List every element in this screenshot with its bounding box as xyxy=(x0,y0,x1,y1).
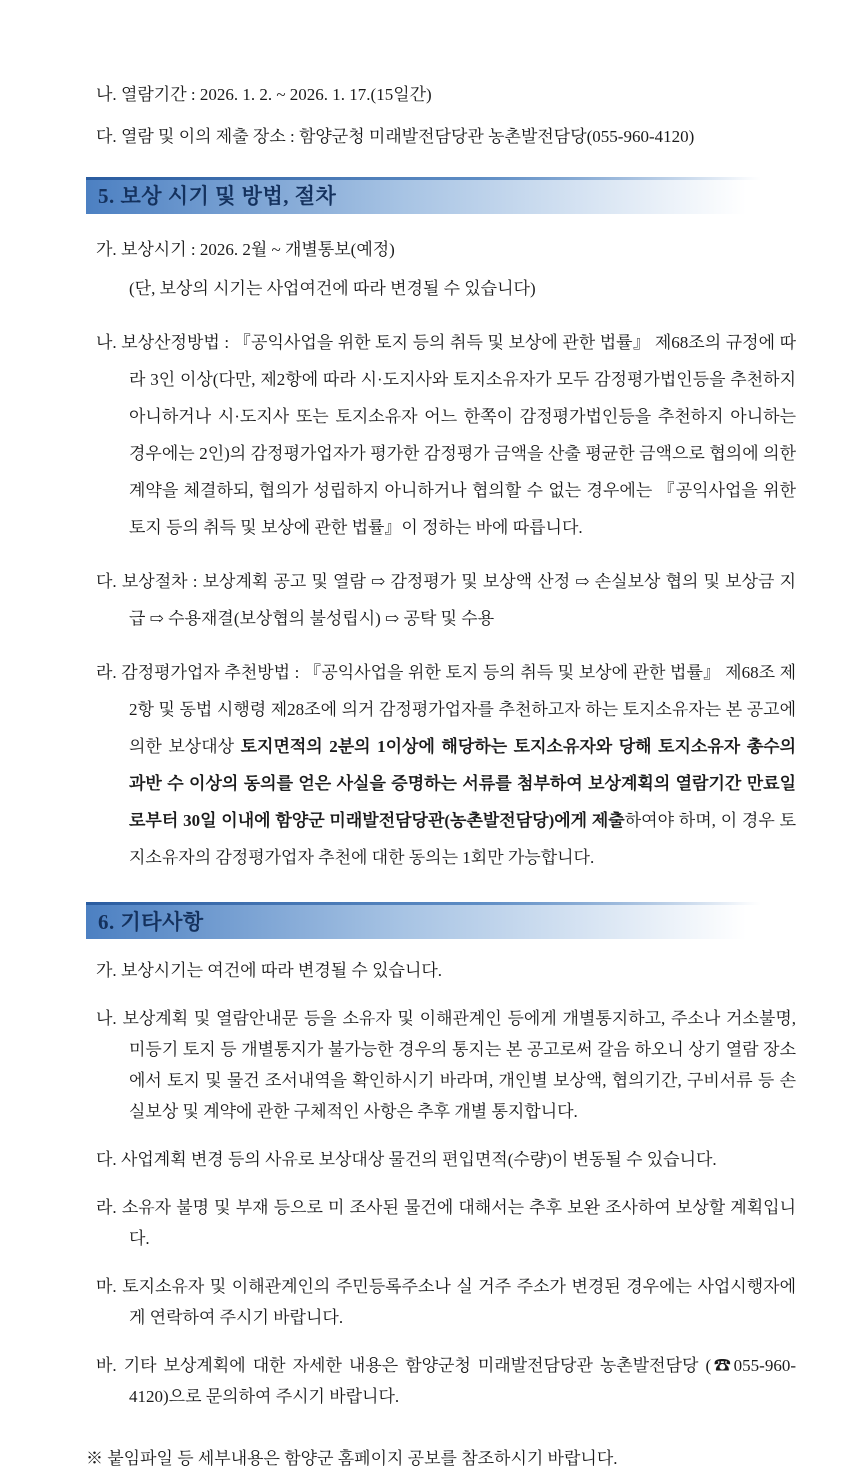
section5-item-procedure xyxy=(96,563,796,637)
section5-item-appraiser-recommendation xyxy=(96,654,796,876)
section6-item-unsurveyed xyxy=(96,1193,796,1255)
item-text: 토지소유자 및 이해관계인의 주민등록주소나 실 거주 주소가 변경된 경우에는 사업시행자에게 연락하여 주시기 바랍니다. xyxy=(122,1276,796,1327)
item-label: 나. xyxy=(96,1009,117,1029)
item-text: 보상시기는 여건에 따라 변경될 수 있습니다. xyxy=(120,961,443,981)
item-text: 보상계획 및 열람안내문 등을 소유자 및 이해관계인 등에게 개별통지하고, 주소나 거소불명, 미등기 토지 등 개별통지가 불가능한 경우의 통지는 본 공고로써 갈음 하오니 상기 열람 장소에서 토지 및 물건 조서내역을 확인하시기 바라며, 개인별 보상액, 협의기간, 구비서류 등 손실보상 및 계약에 관한 구체적인 사항은 추후 개별 통지합니다. xyxy=(122,1009,796,1122)
item-label: 다. xyxy=(96,127,117,147)
section6-item-timing-change xyxy=(96,956,796,987)
footnote-text: 붙임파일 등 세부내용은 함양군 홈페이지 공보를 참조하시기 바랍니다. xyxy=(107,1448,618,1468)
item-label: 가. xyxy=(96,239,117,259)
section6-item-area-change xyxy=(96,1145,796,1176)
submission-place-line xyxy=(96,124,796,150)
item-label: 다. xyxy=(96,572,117,592)
section-6-body xyxy=(96,956,796,1412)
section-5-title: 5. 보상 시기 및 방법, 절차 xyxy=(98,184,337,209)
reference-mark: ※ xyxy=(86,1448,103,1468)
item-text: 열람기간 : 2026. 1. 2. ~ 2026. 1. 17.(15일간) xyxy=(120,85,432,104)
item-text: 사업계획 변경 등의 사유로 보상대상 물건의 편입면적(수량)이 변동될 수 있습니다. xyxy=(120,1150,717,1170)
item-label: 마. xyxy=(96,1276,117,1296)
intro-list xyxy=(86,82,796,151)
item-label: 나. xyxy=(96,85,117,104)
item-label: 라. xyxy=(96,1198,117,1218)
item-text: 소유자 불명 및 부재 등으로 미 조사된 물건에 대해서는 추후 보완 조사하여 보상할 계획입니다. xyxy=(121,1198,796,1248)
item-label: 바. xyxy=(96,1355,117,1375)
section-6-header xyxy=(86,902,796,939)
item-text: 보상절차 : 보상계획 공고 및 열람 ⇨ 감정평가 및 보상액 산정 ⇨ 손실보상 협의 및 보상금 지급 ⇨ 수용재결(보상협의 불성립시) ⇨ 공탁 및 수용 xyxy=(121,572,797,629)
item-text: 보상시기 : 2026. 2월 ~ 개별통보(예정) xyxy=(120,239,395,259)
item-label: 가. xyxy=(96,961,117,981)
section5-item-compensation-time xyxy=(96,231,796,268)
item-text: 보상산정방법 : 『공익사업을 위한 토지 등의 취득 및 보상에 관한 법률』 제68조의 규정에 따라 3인 이상(다만, 제2항에 따라 시·도지사와 토지소유자가 모두 감정평가법인등을 추천하지 아니하거나 시·도지사 또는 토지소유자 어느 한쪽이 감정평가법인등을 추천하지 아니하는 경우에는 2인)의 감정평가업자가 평가한 감정평가 금액을 산출 평균한 금액으로 협의에 의한 계약을 체결하되, 협의가 성립하지 아니하거나 협의할 수 없는 경우에는 『공익사업을 위한 토지 등의 취득 및 보상에 관한 법률』이 정하는 바에 따릅니다. xyxy=(121,332,796,538)
section6-item-contact xyxy=(96,1351,796,1413)
section-5-body xyxy=(96,231,796,877)
section-6-title: 6. 기타사항 xyxy=(98,909,204,934)
item-label: 다. xyxy=(96,1150,117,1170)
section6-item-individual-notice xyxy=(96,1004,796,1128)
item-text: 열람 및 이의 제출 장소 : 함양군청 미래발전담당관 농촌발전담당(055-960-4120) xyxy=(120,127,695,147)
inspection-period-line xyxy=(96,82,796,108)
section-5-header xyxy=(86,177,796,214)
section6-item-address-change xyxy=(96,1272,796,1334)
footnote xyxy=(86,1445,796,1472)
item-text: 감정평가업자 추천방법 : 『공익사업을 위한 토지 등의 취득 및 보상에 관한 법률』 제68조 제2항 및 동법 시행령 제28조에 의거 감정평가업자를 추천하고자 하는 토지소유자는 본 공고에 의한 보상대상 xyxy=(121,663,796,757)
emphasis-text: 토지면적의 2분의 1이상에 해당하는 토지소유자와 당해 토지소유자 총수의 과반 수 이상의 동의를 얻은 사실을 증명하는 서류를 첨부하여 보상계획의 열람기간 만료일로부터 30일 이내에 함양군 미래발전담당관(농촌발전담당)에게 제출 xyxy=(129,737,796,831)
item-label: 라. xyxy=(96,663,117,683)
item-label: 나. xyxy=(96,332,117,352)
section5-item-calculation-method xyxy=(96,324,796,546)
section5-item-compensation-time-note: (단, 보상의 시기는 사업여건에 따라 변경될 수 있습니다) xyxy=(129,278,536,298)
item-text: 기타 보상계획에 대한 자세한 내용은 함양군청 미래발전담당관 농촌발전담당 (☎055-960-4120)으로 문의하여 주시기 바랍니다. xyxy=(123,1355,796,1406)
item-text: 하여야 하며, 이 경우 토지소유자의 감정평가업자 추천에 대한 동의는 1회만 가능합니다. xyxy=(129,811,796,868)
